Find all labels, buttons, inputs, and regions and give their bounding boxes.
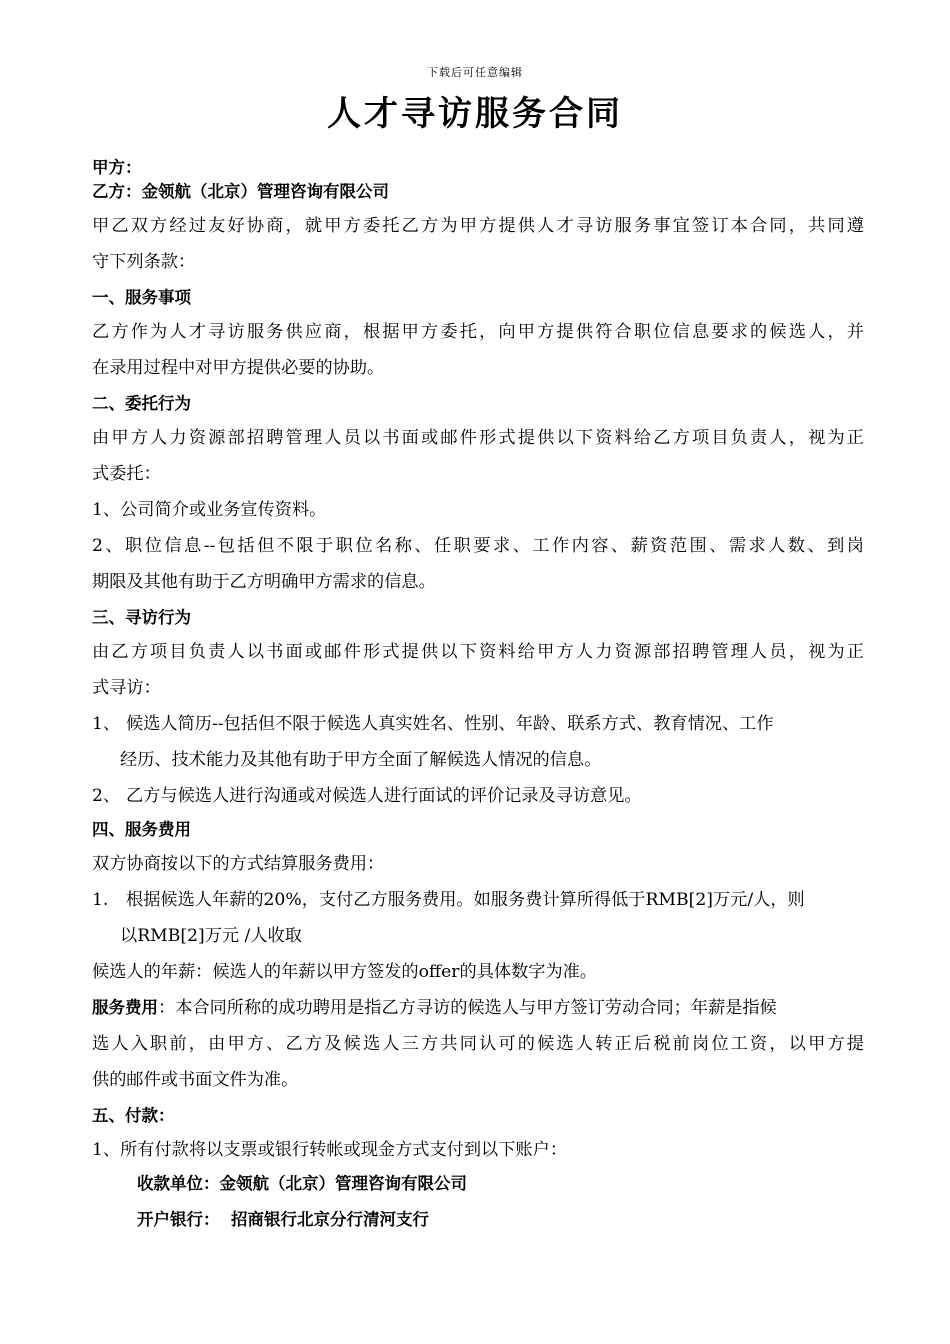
fee-label: 服务费用	[92, 998, 158, 1017]
list-item-continuation: 经历、技术能力及其他有助于甲方全面了解候选人情况的信息。	[120, 750, 602, 770]
list-text: 根据候选人年薪的20%，支付乙方服务费用。如服务费计算所得低于RMB[2]万元/人，则	[126, 890, 805, 910]
intro-line: 守下列条款：	[92, 252, 196, 272]
list-number: 1.	[92, 890, 109, 910]
header-note: 下载后可任意编辑	[427, 66, 523, 79]
list-number: 2、	[92, 786, 121, 806]
list-text: 乙方与候选人进行沟通或对候选人进行面试的评价记录及寻访意见。	[126, 786, 642, 806]
fee-definition	[92, 990, 864, 1026]
bank: 开户银行： 招商银行北京分行清河支行	[137, 1210, 429, 1229]
document-title: 人才寻访服务合同	[327, 94, 623, 134]
list-number: 1、	[92, 714, 121, 734]
fee-text: ：本合同所称的成功聘用是指乙方寻访的候选人与甲方签订劳动合同；年薪是指候	[158, 998, 777, 1018]
list-item	[92, 778, 864, 814]
paragraph-line: 式委托：	[92, 464, 161, 484]
paragraph-line: 式寻访：	[92, 678, 161, 698]
party-a: 甲方：	[92, 158, 142, 177]
section-heading: 三、寻访行为	[92, 608, 191, 627]
list-item-continuation: 期限及其他有助于乙方明确甲方需求的信息。	[92, 572, 436, 592]
list-item	[92, 882, 864, 918]
list-item: 1、公司简介或业务宣传资料。	[92, 500, 327, 520]
paragraph-line: 乙方作为人才寻访服务供应商，根据甲方委托，向甲方提供符合职位信息要求的候选人，并	[92, 322, 864, 342]
payee: 收款单位：金领航（北京）管理咨询有限公司	[137, 1174, 467, 1193]
paragraph-line: 选人入职前，由甲方、乙方及候选人三方共同认可的候选人转正后税前岗位工资，以甲方提	[92, 1034, 864, 1054]
section-heading: 二、委托行为	[92, 394, 191, 413]
section-heading: 五、付款：	[92, 1106, 175, 1125]
paragraph-line: 由甲方人力资源部招聘管理人员以书面或邮件形式提供以下资料给乙方项目负责人，视为正	[92, 428, 864, 448]
paragraph-line: 由乙方项目负责人以书面或邮件形式提供以下资料给甲方人力资源部招聘管理人员，视为正	[92, 642, 864, 662]
section-heading: 四、服务费用	[92, 820, 191, 839]
list-item	[92, 706, 864, 742]
salary-note: 候选人的年薪：候选人的年薪以甲方签发的offer的具体数字为准。	[92, 962, 598, 982]
paragraph-line: 供的邮件或书面文件为准。	[92, 1070, 299, 1090]
list-item-continuation: 以RMB[2]万元 /人收取	[120, 926, 302, 946]
section-heading: 一、服务事项	[92, 288, 191, 307]
paragraph-line: 在录用过程中对甲方提供必要的协助。	[92, 358, 385, 378]
party-b: 乙方：金领航（北京）管理咨询有限公司	[92, 182, 389, 201]
paragraph-line: 双方协商按以下的方式结算服务费用：	[92, 854, 385, 874]
list-text: 候选人简历--包括但不限于候选人真实姓名、性别、年龄、联系方式、教育情况、工作	[126, 714, 774, 734]
list-item: 1、所有付款将以支票或银行转帐或现金方式支付到以下账户：	[92, 1140, 568, 1160]
list-item: 2、职位信息--包括但不限于职位名称、任职要求、工作内容、薪资范围、需求人数、到岗	[92, 536, 864, 556]
intro-line: 甲乙双方经过友好协商，就甲方委托乙方为甲方提供人才寻访服务事宜签订本合同，共同遵	[92, 216, 864, 236]
